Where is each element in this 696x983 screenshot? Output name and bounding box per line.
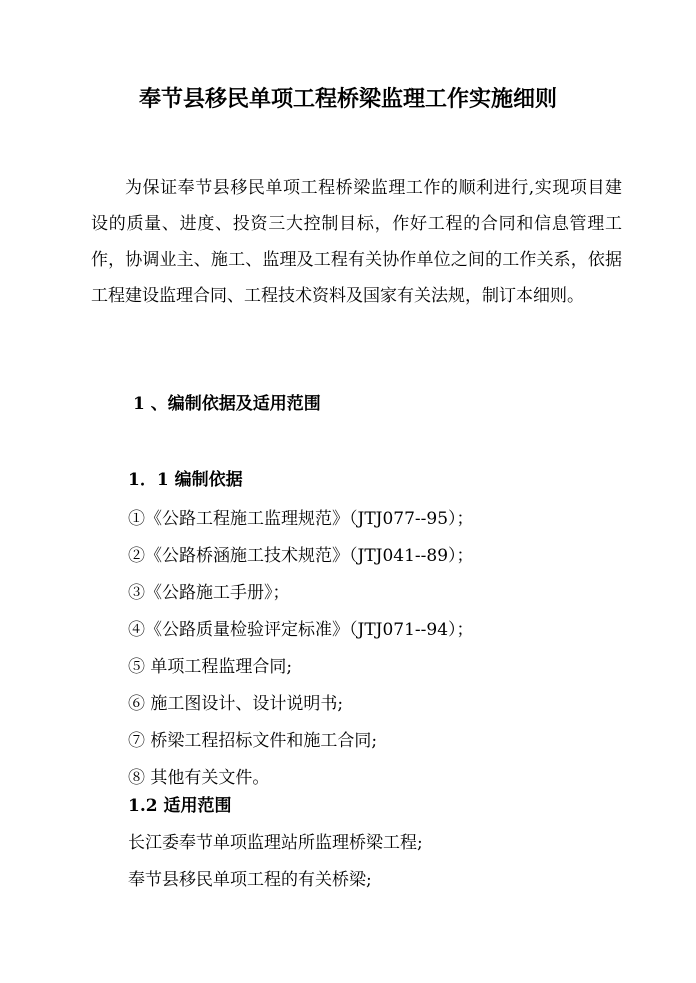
reference-item: ⑧ 其他有关文件。 (128, 768, 270, 788)
section-heading-1: 1 、编制依据及适用范围 (133, 394, 321, 414)
scope-section (128, 792, 423, 903)
section-heading-1-2: 1.2 适用范围 (128, 796, 232, 816)
reference-item: ⑦ 桥梁工程招标文件和施工合同; (128, 731, 378, 751)
section-heading-1-1: 1．1 编制依据 (128, 470, 243, 490)
reference-list (128, 505, 474, 801)
scope-item: 奉节县移民单项工程的有关桥梁; (128, 870, 372, 890)
reference-item: ③《公路施工手册》； (128, 583, 290, 603)
reference-item: ⑥ 施工图设计、设计说明书; (128, 694, 344, 714)
intro-paragraph: 为保证奉节县移民单项工程桥梁监理工作的顺利进行,实现项目建设的质量、进度、投资三大控制目标，作好工程的合同和信息管理工作，协调业主、施工、监理及工程有关协作单位之间的工作关系，依据工程建设监理合同、工程技术资料及国家有关法规，制订本细则。 (91, 178, 622, 306)
intro-paragraph-block (91, 170, 622, 314)
reference-item: ④《公路质量检验评定标准》（JTJ071--94）； (128, 620, 474, 640)
reference-item: ⑤ 单项工程监理合同; (128, 657, 293, 677)
reference-item: ②《公路桥涵施工技术规范》（JTJ041--89）； (128, 546, 474, 566)
reference-item: ①《公路工程施工监理规范》（JTJ077--95）； (128, 509, 474, 529)
scope-item: 长江委奉节单项监理站所监理桥梁工程; (128, 833, 423, 853)
document-title: 奉节县移民单项工程桥梁监理工作实施细则 (138, 86, 557, 112)
